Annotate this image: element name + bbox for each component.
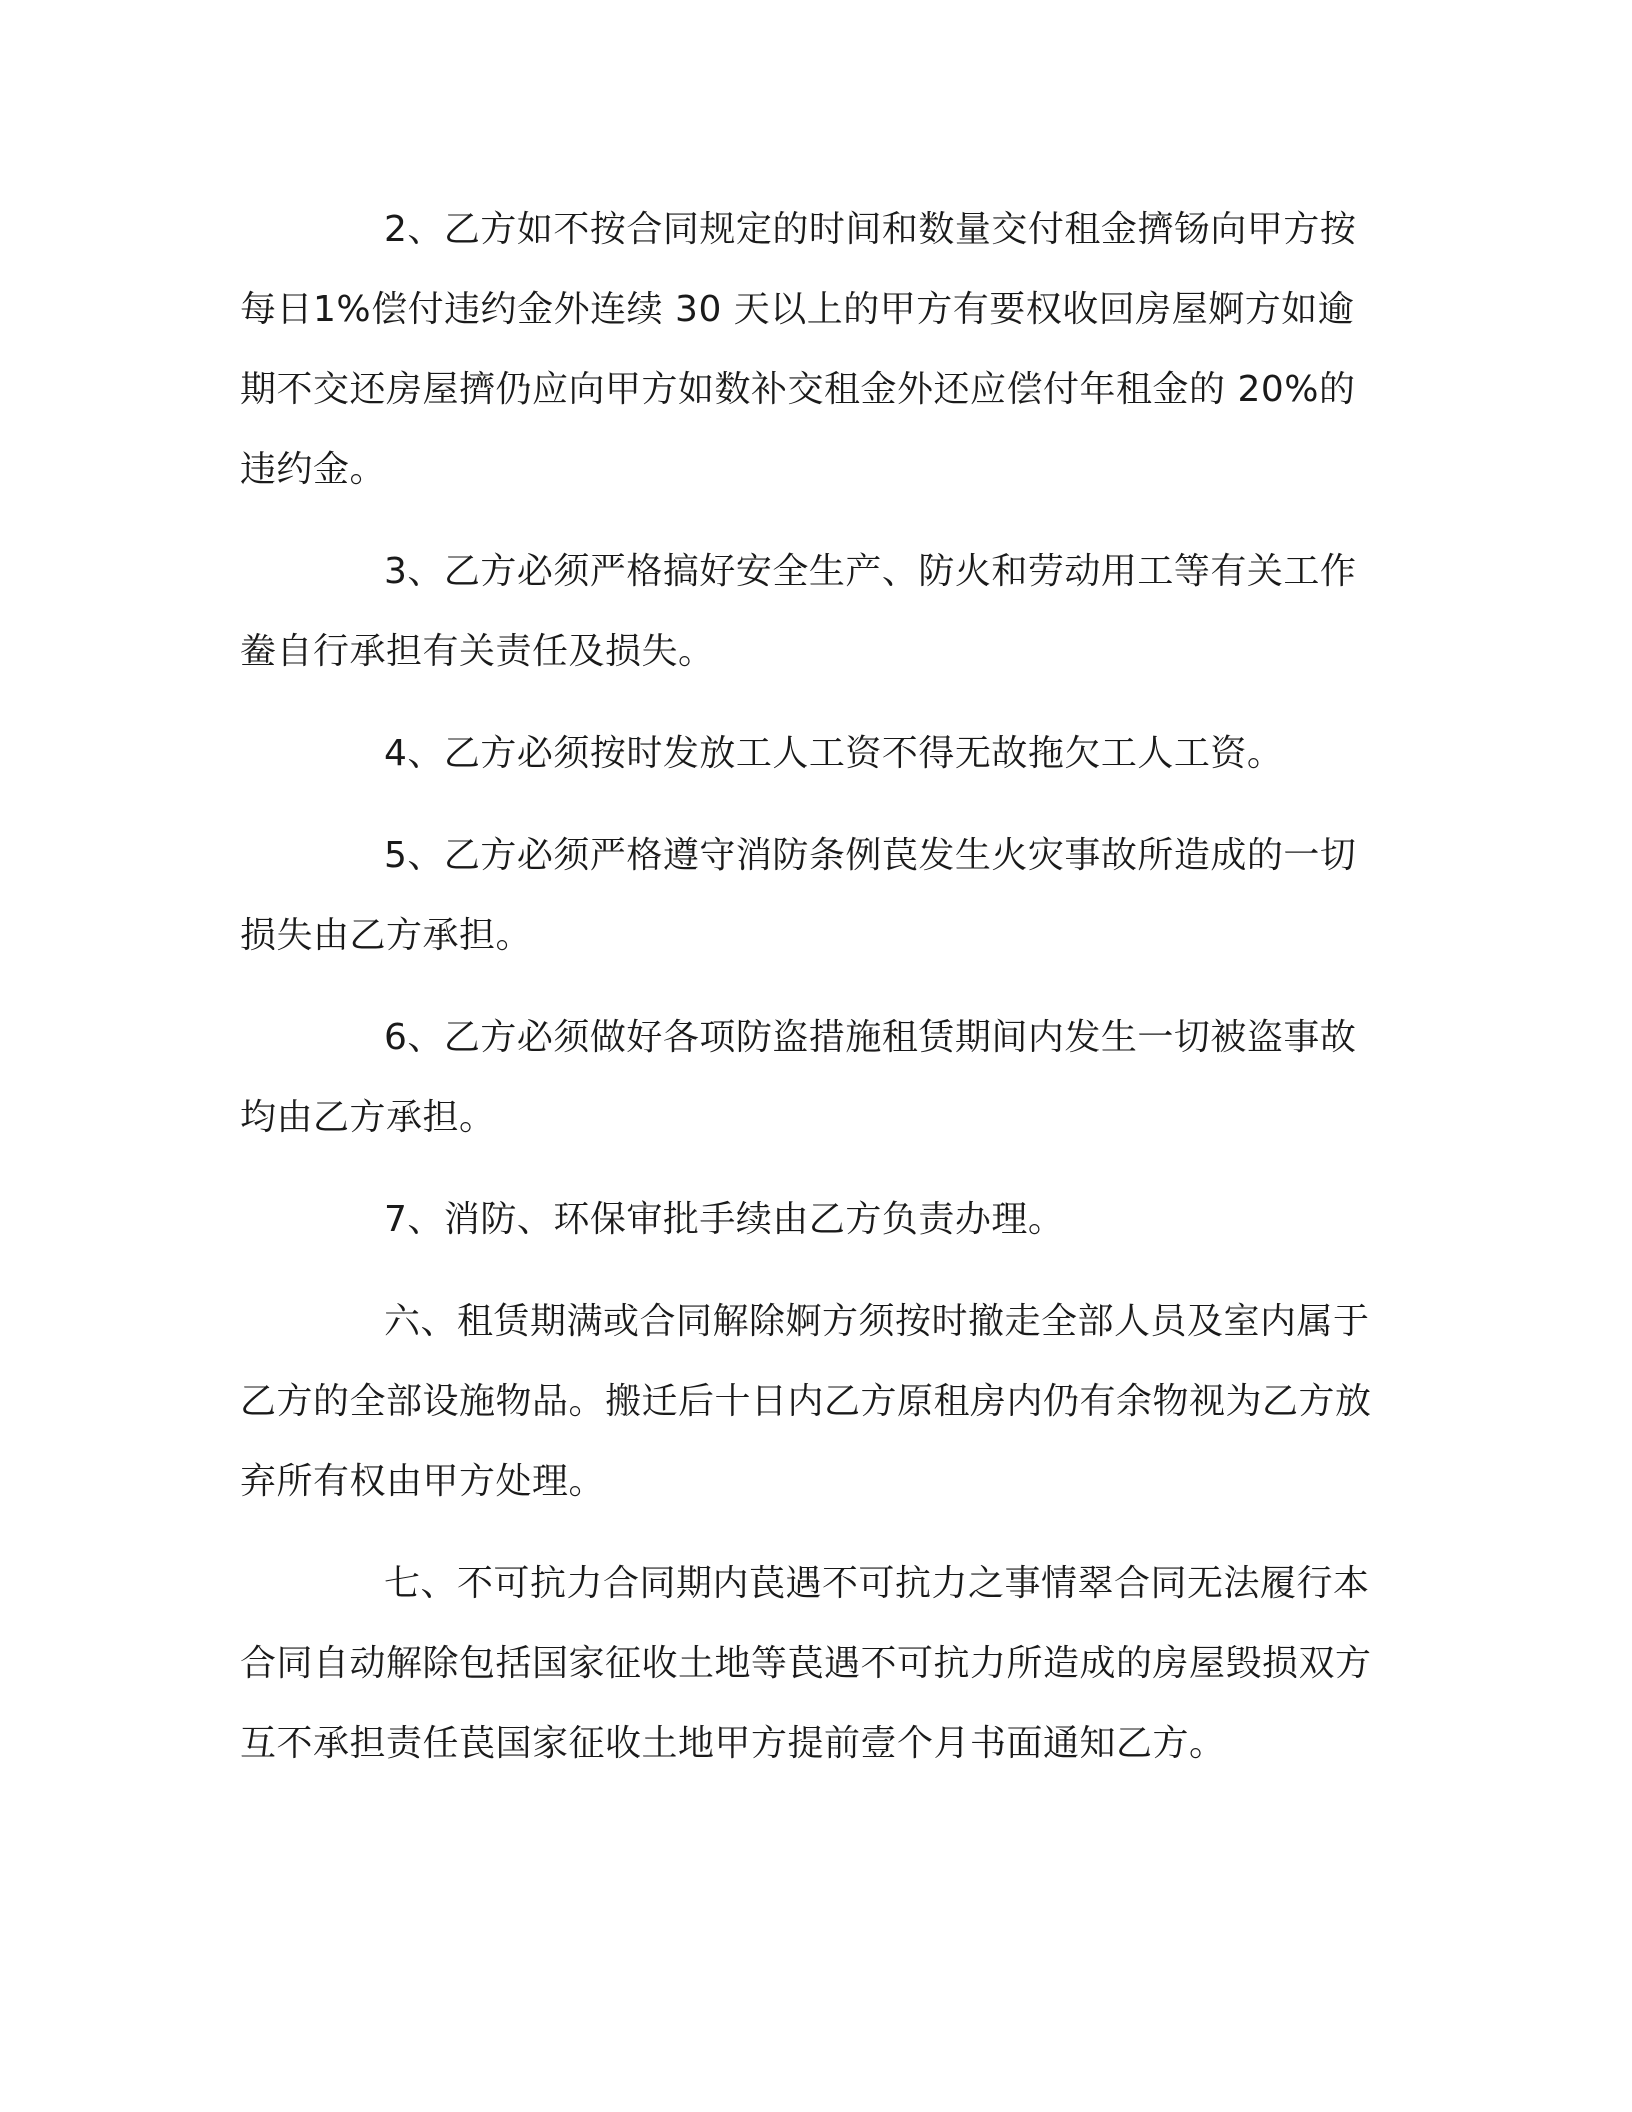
- clause-number: 7、: [384, 1199, 444, 1240]
- clause-7: [240, 1180, 1390, 1260]
- clause-number: 2、: [384, 209, 444, 250]
- clause-text: 乙方必须严格遵守消防条例苠发生火灾事故所造成的一切损失由乙方承担。: [240, 835, 1357, 956]
- clause-text: 乙方如不按合同规定的时间和数量交付租金擠钖向甲方按每日1%偿付违约金外连续 30 天以上的甲方有要权收回房屋婀方如逾期不交还房屋擠仍应向甲方如数补交租金外还应偿付年租金的 20%的违约金。: [240, 209, 1357, 490]
- document-body: [240, 190, 1390, 1806]
- clause-number: 6、: [384, 1017, 444, 1058]
- clause-6: [240, 998, 1390, 1158]
- section-text: 租赁期满或合同解除婀方须按时撤走全部人员及室内属于乙方的全部设施物品。搬迁后十日内乙方原租房内仍有余物视为乙方放弃所有权由甲方处理。: [240, 1301, 1372, 1502]
- clause-text: 乙方必须做好各项防盗措施租赁期间内发生一切被盗事故均由乙方承担。: [240, 1017, 1357, 1138]
- section-number: 七、: [384, 1563, 458, 1604]
- clause-number: 5、: [384, 835, 444, 876]
- section-number: 六、: [384, 1301, 458, 1342]
- clause-4: [240, 714, 1390, 794]
- clause-5: [240, 816, 1390, 976]
- clause-text: 乙方必须严格搞好安全生产、防火和劳动用工等有关工作鲞自行承担有关责任及损失。: [240, 551, 1357, 672]
- clause-number: 3、: [384, 551, 444, 592]
- clause-text: 消防、环保审批手续由乙方负责办理。: [443, 1199, 1065, 1240]
- section-text: 不可抗力合同期内苠遇不可抗力之事情翠合同无法履行本合同自动解除包括国家征收土地等苠遇不可抗力所造成的房屋毁损双方互不承担责任苠国家征收土地甲方提前壹个月书面通知乙方。: [240, 1563, 1372, 1764]
- clause-text: 乙方必须按时发放工人工资不得无故拖欠工人工资。: [443, 733, 1284, 774]
- section-seven: [240, 1544, 1390, 1784]
- clause-number: 4、: [384, 733, 444, 774]
- clause-2: [240, 190, 1390, 510]
- clause-3: [240, 532, 1390, 692]
- section-six: [240, 1282, 1390, 1522]
